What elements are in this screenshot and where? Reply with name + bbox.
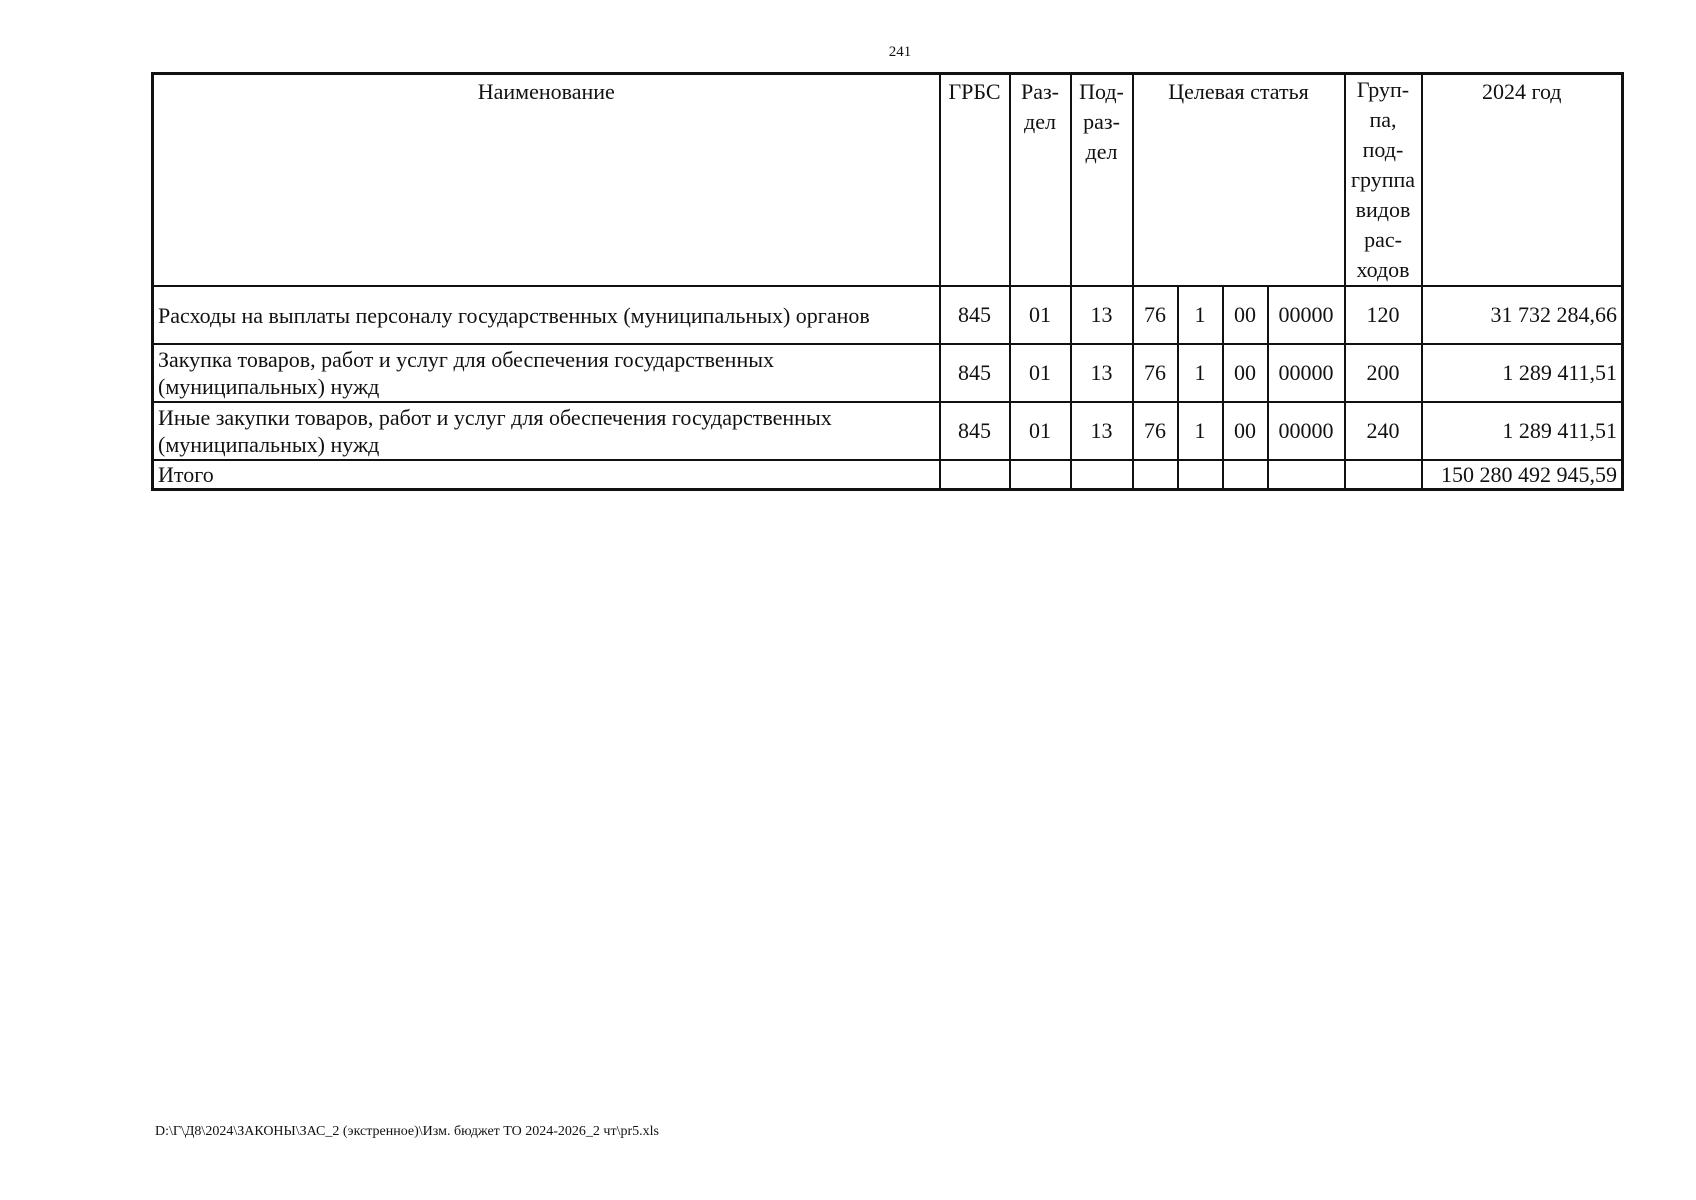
table-header-row — [153, 74, 1623, 287]
row-amount: 31 732 284,66 — [1422, 286, 1623, 344]
row-name: Иные закупки товаров, работ и услуг для обеспечения государственных (муниципальных) нужд — [153, 402, 940, 460]
header-subsection: Под- раз- дел — [1071, 74, 1133, 287]
row-article-1: 76 — [1133, 344, 1178, 402]
header-year: 2024 год — [1422, 74, 1623, 287]
row-expense-group: 200 — [1345, 344, 1422, 402]
header-name: Наименование — [153, 74, 940, 287]
row-subsection: 13 — [1071, 402, 1133, 460]
row-article-1: 76 — [1133, 286, 1178, 344]
row-expense-group: 240 — [1345, 402, 1422, 460]
row-article-3: 00 — [1223, 286, 1268, 344]
row-article-3: 00 — [1223, 402, 1268, 460]
header-expense-group: Груп- па, под- группа видов рас- ходов — [1345, 74, 1422, 287]
header-grbs: ГРБС — [940, 74, 1010, 287]
table-row — [153, 286, 1623, 344]
table-row — [153, 402, 1623, 460]
footer-file-path: D:\Г\Д8\2024\ЗАКОНЫ\ЗАС_2 (экстренное)\Изм. бюджет ТО 2024-2026_2 чт\pr5.xls — [155, 1124, 659, 1139]
page-number: 241 — [888, 44, 912, 60]
row-article-2: 1 — [1178, 344, 1223, 402]
row-article-1: 76 — [1133, 402, 1178, 460]
total-empty-cell — [1345, 460, 1422, 490]
row-article-2: 1 — [1178, 402, 1223, 460]
row-article-4: 00000 — [1268, 402, 1345, 460]
row-subsection: 13 — [1071, 286, 1133, 344]
total-label: Итого — [153, 460, 940, 490]
row-section: 01 — [1010, 402, 1071, 460]
total-empty-cell — [1133, 460, 1178, 490]
row-expense-group: 120 — [1345, 286, 1422, 344]
header-section: Раз- дел — [1010, 74, 1071, 287]
header-target-article: Целевая статья — [1133, 74, 1345, 287]
row-article-4: 00000 — [1268, 344, 1345, 402]
row-subsection: 13 — [1071, 344, 1133, 402]
row-grbs: 845 — [940, 344, 1010, 402]
row-section: 01 — [1010, 286, 1071, 344]
total-empty-cell — [1071, 460, 1133, 490]
row-amount: 1 289 411,51 — [1422, 402, 1623, 460]
total-empty-cell — [1268, 460, 1345, 490]
row-section: 01 — [1010, 344, 1071, 402]
row-grbs: 845 — [940, 402, 1010, 460]
total-empty-cell — [1178, 460, 1223, 490]
row-article-4: 00000 — [1268, 286, 1345, 344]
table-row — [153, 344, 1623, 402]
row-name: Закупка товаров, работ и услуг для обеспечения государственных (муниципальных) нужд — [153, 344, 940, 402]
total-empty-cell — [1010, 460, 1071, 490]
row-article-2: 1 — [1178, 286, 1223, 344]
row-amount: 1 289 411,51 — [1422, 344, 1623, 402]
table-total-row — [153, 460, 1623, 490]
total-empty-cell — [1223, 460, 1268, 490]
row-grbs: 845 — [940, 286, 1010, 344]
row-name: Расходы на выплаты персоналу государственных (муниципальных) органов — [153, 286, 940, 344]
row-article-3: 00 — [1223, 344, 1268, 402]
budget-table — [151, 72, 1624, 491]
total-amount: 150 280 492 945,59 — [1422, 460, 1623, 490]
total-empty-cell — [940, 460, 1010, 490]
